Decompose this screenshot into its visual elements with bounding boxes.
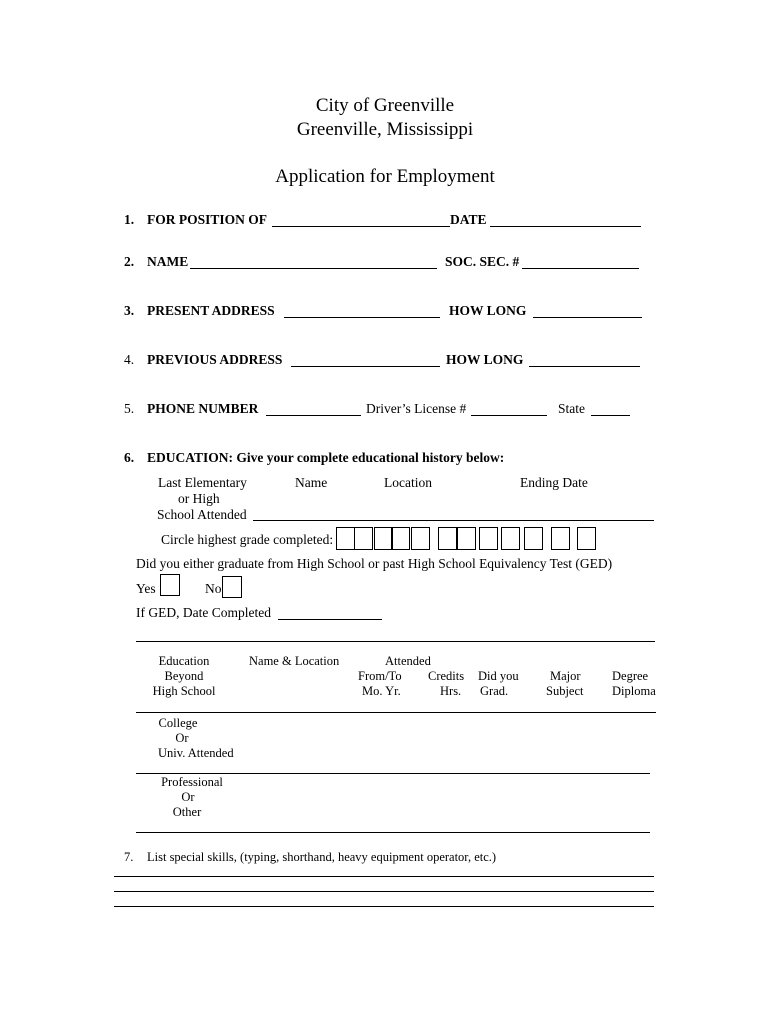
professional-line3: Other: [172, 805, 202, 819]
grade-box[interactable]: [391, 527, 410, 550]
edu-beyond-line1: Education: [158, 654, 210, 668]
position-label: FOR POSITION OF: [147, 212, 268, 227]
present-how-long-label: HOW LONG: [449, 303, 527, 318]
state-field[interactable]: [591, 415, 630, 416]
ged-date-field[interactable]: [278, 619, 382, 620]
grade-box[interactable]: [336, 527, 355, 550]
form-title: Application for Employment: [275, 166, 495, 187]
grad-header: Grad.: [480, 684, 509, 698]
position-field[interactable]: [272, 226, 450, 227]
circle-grade-label: Circle highest grade completed:: [161, 532, 334, 547]
header-city: City of Greenville: [315, 95, 455, 116]
phone-field[interactable]: [266, 415, 361, 416]
credits-header: Credits: [428, 669, 465, 683]
col-ending-date-label: Ending Date: [520, 475, 588, 490]
college-line3: Univ. Attended: [158, 746, 234, 760]
last-elementary-label: Last Elementary: [158, 475, 247, 490]
college-line1: College: [158, 716, 198, 730]
hrs-header: Hrs.: [440, 684, 462, 698]
previous-how-long-field[interactable]: [529, 366, 640, 367]
school-attended-field[interactable]: [253, 520, 654, 521]
major-header: Major: [550, 669, 581, 683]
grade-box[interactable]: [551, 527, 570, 550]
grade-box[interactable]: [411, 527, 430, 550]
no-checkbox[interactable]: [222, 576, 242, 598]
from-to-header: From/To: [358, 669, 402, 683]
license-field[interactable]: [471, 415, 547, 416]
yes-checkbox[interactable]: [160, 574, 180, 596]
previous-address-field[interactable]: [291, 366, 440, 367]
q5-number: 5.: [124, 401, 135, 416]
professional-line2: Or: [181, 790, 195, 804]
name-label: NAME: [147, 254, 189, 269]
phone-label: PHONE NUMBER: [147, 401, 259, 416]
graduate-question: Did you either graduate from High School or past High School Equivalency Test (GED): [136, 556, 613, 571]
col-location-label: Location: [384, 475, 432, 490]
no-label: No: [205, 581, 222, 596]
did-you-header: Did you: [478, 669, 519, 683]
skills-line-1[interactable]: [114, 876, 654, 877]
grade-box[interactable]: [524, 527, 543, 550]
previous-address-label: PREVIOUS ADDRESS: [147, 352, 283, 367]
state-label: State: [558, 401, 585, 416]
edu-beyond-line3: High School: [152, 684, 216, 698]
ged-date-label: If GED, Date Completed: [136, 605, 271, 620]
date-field[interactable]: [490, 226, 641, 227]
edu-beyond-line2: Beyond: [164, 669, 204, 683]
q7-number: 7.: [124, 850, 134, 864]
divider: [136, 641, 655, 642]
grade-box[interactable]: [438, 527, 457, 550]
subject-header: Subject: [546, 684, 584, 698]
q1-number: 1.: [124, 212, 135, 227]
name-location-header: Name & Location: [249, 654, 340, 668]
grade-box[interactable]: [479, 527, 498, 550]
yes-label: Yes: [136, 581, 156, 596]
ssn-field[interactable]: [522, 268, 639, 269]
professional-line1: Professional: [161, 775, 223, 789]
grade-box[interactable]: [577, 527, 596, 550]
grade-box[interactable]: [457, 527, 476, 550]
header-state: Greenville, Mississippi: [296, 119, 474, 140]
ssn-label: SOC. SEC. #: [445, 254, 520, 269]
present-address-label: PRESENT ADDRESS: [147, 303, 275, 318]
col-name-label: Name: [295, 475, 328, 490]
college-row-line[interactable]: [136, 773, 650, 774]
skills-line-2[interactable]: [114, 891, 654, 892]
school-attended-label: School Attended: [157, 507, 247, 522]
present-how-long-field[interactable]: [533, 317, 642, 318]
or-high-label: or High: [178, 491, 220, 506]
professional-row-line[interactable]: [136, 832, 650, 833]
q2-number: 2.: [124, 254, 135, 269]
diploma-header: Diploma: [612, 684, 656, 698]
q3-number: 3.: [124, 303, 135, 318]
present-address-field[interactable]: [284, 317, 440, 318]
license-label: Driver’s License #: [366, 401, 467, 416]
date-label: DATE: [450, 212, 487, 227]
college-line2: Or: [175, 731, 189, 745]
attended-header: Attended: [385, 654, 431, 668]
previous-how-long-label: HOW LONG: [446, 352, 524, 367]
degree-header: Degree: [612, 669, 649, 683]
skills-line-3[interactable]: [114, 906, 654, 907]
education-heading: EDUCATION: Give your complete educational history below:: [147, 450, 505, 465]
grade-box[interactable]: [354, 527, 373, 550]
q6-number: 6.: [124, 450, 135, 465]
divider: [136, 712, 656, 713]
q4-number: 4.: [124, 352, 135, 367]
mo-yr-header: Mo. Yr.: [362, 684, 401, 698]
name-field[interactable]: [190, 268, 437, 269]
special-skills-label: List special skills, (typing, shorthand, heavy equipment operator, etc.): [147, 850, 497, 864]
grade-box[interactable]: [501, 527, 520, 550]
